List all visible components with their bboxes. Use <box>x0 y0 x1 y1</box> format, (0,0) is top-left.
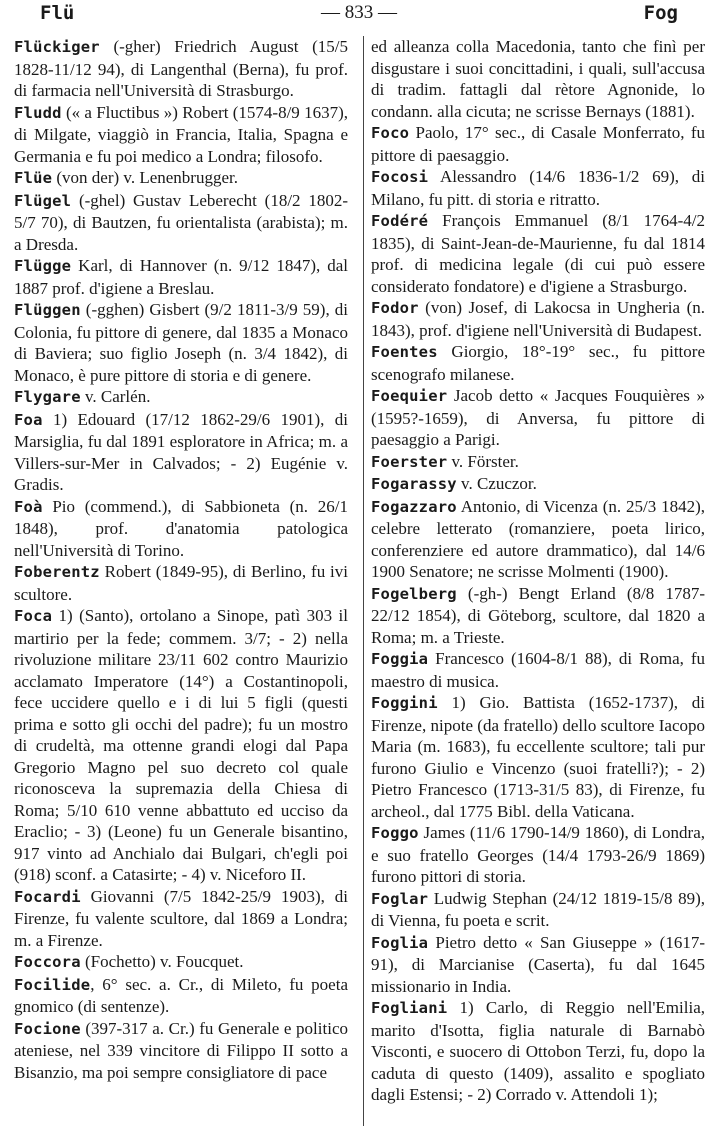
entry-headword: Flüggen <box>14 301 81 319</box>
dictionary-entry <box>14 190 348 256</box>
dictionary-entry <box>371 451 705 474</box>
entry-text: v. Czuczor. <box>456 474 537 493</box>
entry-headword: Fogelberg <box>371 584 457 603</box>
entry-headword: Flygare <box>14 388 81 406</box>
entry-headword: Fludd <box>14 103 62 122</box>
right-column <box>371 36 705 1106</box>
entry-text: Pietro detto « San Giuseppe » (1617-91), di Marcianise (Caserta), fu dal 1645 missionario in India. <box>371 932 705 996</box>
entry-text: (-gghen) Gisbert (9/2 1811-3/9 59), di Colonia, fu pittore di genere, dal 1835 a Monaco di Baviera; suo figlio Joseph (n. 3/4 1842), di Monaco, è pure pittore di storia e di genere. <box>14 300 348 385</box>
entry-text: 1) Carlo, di Reggio nell'Emilia, marito d'Isotta, figlia naturale di Barnabò Visconti, e suocero di Ottobon Terzi, fu, dopo la caduta di questo (1409), assalito e spogliato dagli Estensi; - 2) Corrado v. Attendoli 1); <box>371 998 705 1104</box>
entry-headword: Foa <box>14 410 43 429</box>
entry-text: (« a Fluctibus ») Robert (1574-8/9 1637), di Milgate, viaggiò in Francia, Italia, Spagna e Germania e fu poi medico a Londra; filosofo. <box>14 102 348 166</box>
entry-text: (von der) v. Lenenbrugger. <box>52 168 238 187</box>
dictionary-entry <box>14 561 348 605</box>
entry-headword: Foccora <box>14 953 81 971</box>
dictionary-entry <box>14 496 348 562</box>
entry-text: v. Förster. <box>447 451 519 471</box>
entry-text: François Emmanuel (8/1 1764-4/2 1835), di Saint-Jean-de-Maurienne, fu dal 1814 prof. di medicina legale (di cui può essere considerato fondatore) e d'igiene a Strasburgo. <box>371 211 705 296</box>
entry-text: Jacob detto « Jacques Fouquières » (1595?-1659), di Anversa, fu pittore di paesaggio a Parigi. <box>371 386 705 449</box>
dictionary-entry <box>371 496 705 583</box>
dictionary-entry <box>14 974 348 1018</box>
entry-headword: Fodéré <box>371 212 429 230</box>
entry-headword: Foberentz <box>14 563 100 581</box>
entry-headword: Fogazzaro <box>371 497 457 516</box>
entry-text: 1) (Santo), ortolano a Sinope, patì 303 il martirio per la fede; commem. 3/7; - 2) nella rivoluzione militare 23/11 602 contro Maurizio acclamato Imperatore (14°) a Costantinopoli, fece uccidere quello e i di lui 5 figli (questi prima e sotto gli occhi del padre); fu un mostro di crudeltà, ma ottenne grandi elogi dal Papa Gregorio Magno pel suo decreto col quale riconosceva la supremazia della Chiesa di Roma; 5/10 610 venne abbattuto ed ucciso da Eraclio; - 3) (Leone) fu un Generale bisantino, 917 vinto ad Anchialo dai Bulgari, ch'egli poi (918) sconf. a Catasirte; - 4) v. Niceforo II. <box>14 606 348 884</box>
dictionary-entry <box>14 605 348 886</box>
dictionary-entry <box>14 167 348 190</box>
entry-text: (von) Josef, di Lakocsa in Ungheria (n. 1843), prof. d'igiene nell'Università di Budapest. <box>371 298 705 340</box>
entry-text: 1) Edouard (17/12 1862-29/6 1901), di Marsiglia, fu dal 1891 esploratore in Africa; m. a Villers-sur-Mer in Calvados; - 2) Eugénie v. Gradis. <box>14 409 348 494</box>
dictionary-entry <box>371 341 705 385</box>
dictionary-entry <box>14 386 348 409</box>
entry-text: Karl, di Hannover (n. 9/12 1847), dal 1887 prof. d'igiene a Breslau. <box>14 256 348 298</box>
entry-headword: Flügel <box>14 191 72 210</box>
entry-headword: Flüe <box>14 169 53 187</box>
entry-headword: Fogliani <box>371 999 448 1017</box>
entry-headword: Foà <box>14 497 43 516</box>
entry-headword: Focosi <box>371 168 429 186</box>
entry-headword: Foggini <box>371 694 438 712</box>
dictionary-entry <box>14 255 348 299</box>
dictionary-entry <box>371 932 705 998</box>
entry-headword: Focione <box>14 1019 81 1038</box>
entry-text: Giovanni (7/5 1842-25/9 1903), di Firenze, fu valente scultore, dal 1869 a Londra; m. a Firenze. <box>14 886 348 950</box>
entry-headword: Foglia <box>371 933 429 952</box>
entry-headword: Flückiger <box>14 38 100 56</box>
column-divider <box>363 36 364 1126</box>
entry-text: James (11/6 1790-14/9 1860), di Londra, e suo fratello Georges (14/4 1793-26/9 1869) furono pittori di storia. <box>371 823 705 886</box>
entry-text: 1) Gio. Battista (1652-1737), di Firenze, nipote (da fratello) dello scultore Iacopo Maria (m. 1683), fu eccellente scultore; tali pur furono Giulio e Vincenzo (suoi fratelli?); - 2) Pietro Francesco (1713-31/5 83), di Firenze, fu archeol., dal 1775 Bibl. della Vaticana. <box>371 693 705 821</box>
dictionary-entry <box>14 102 348 168</box>
entry-text: (Fochetto) v. Foucquet. <box>80 952 244 971</box>
dictionary-entry <box>371 385 705 451</box>
entry-text: (-gher) Friedrich August (15/5 1828-11/12 94), di Langenthal (Berna), fu prof. di farmacia nell'Università di Strasburgo. <box>14 37 348 100</box>
entry-text: Antonio, di Vicenza (n. 25/3 1842), celebre letterato (romanziere, poeta lirico, conferenziere ed autore drammatico), dal 14/6 1900 Senatore; ne scrisse Molmenti (1900). <box>371 496 705 581</box>
entry-headword: Foequier <box>371 387 448 405</box>
entry-text: (397-317 a. Cr.) fu Generale e politico ateniese, nel 339 vincitore di Filippo II sotto a Bisanzio, ma poi sempre consigliatore di pace <box>14 1018 348 1082</box>
dictionary-entry <box>371 583 705 649</box>
entry-text: Francesco (1604-8/1 88), di Roma, fu maestro di musica. <box>371 649 705 691</box>
entry-text: ed alleanza colla Macedonia, tanto che finì per disgustare i suoi concittadini, i quali, sull'accusa di tradim. fattagli dal rètore Agnonide, lo condann. alla cicuta; ne scrisse Bernays (1881). <box>371 37 705 121</box>
dictionary-entry <box>14 36 348 102</box>
dictionary-entry <box>14 409 348 496</box>
dictionary-entry <box>371 297 705 341</box>
dictionary-entry <box>371 122 705 166</box>
dictionary-entry <box>371 210 705 297</box>
entry-headword: Foerster <box>371 452 448 471</box>
entry-headword: Foggia <box>371 650 429 668</box>
header-left-guide-word: Flü <box>40 2 75 24</box>
dictionary-entry <box>14 1018 348 1084</box>
dictionary-entry <box>371 692 705 822</box>
entry-text: , 6° sec. a. Cr., di Mileto, fu poeta gnomico (di sentenze). <box>14 974 348 1016</box>
dictionary-entry <box>14 886 348 952</box>
dictionary-entry <box>371 997 705 1106</box>
dictionary-entry <box>371 888 705 932</box>
entry-headword: Foentes <box>371 343 438 361</box>
entry-headword: Foglar <box>371 889 429 908</box>
entry-text: Ludwig Stephan (24/12 1819-15/8 89), di Vienna, fu poeta e scrit. <box>371 888 705 930</box>
entry-text: (-gh-) Bengt Erland (8/8 1787-22/12 1854), di Göteborg, scultore, dal 1820 a Roma; m. a Trieste. <box>371 583 705 647</box>
left-column <box>14 36 348 1083</box>
entry-text: Paolo, 17° sec., di Casale Monferrato, fu pittore di paesaggio. <box>371 123 705 165</box>
header-right-guide-word: Fog <box>643 2 678 24</box>
entry-text: v. Carlén. <box>80 387 151 406</box>
dictionary-entry <box>14 299 348 386</box>
entry-headword: Fogarassy <box>371 475 457 493</box>
dictionary-entry <box>371 473 705 496</box>
entry-text: Pio (commend.), di Sabbioneta (n. 26/1 1848), prof. d'anatomia patologica nell'Università di Torino. <box>14 496 348 560</box>
dictionary-entry <box>371 822 705 888</box>
entry-headword: Foco <box>371 124 410 142</box>
entry-headword: Fodor <box>371 299 419 317</box>
dictionary-entry <box>371 166 705 210</box>
entry-text: (-ghel) Gustav Leberecht (18/2 1802-5/7 70), di Bautzen, fu orientalista (arabista); m. a Dresda. <box>14 190 348 254</box>
entry-headword: Foggo <box>371 824 419 842</box>
entry-headword: Focardi <box>14 887 81 906</box>
dictionary-entry <box>371 648 705 692</box>
entry-headword: Foca <box>14 607 53 625</box>
dictionary-entry <box>14 951 348 974</box>
dictionary-entry <box>371 36 705 122</box>
entry-text: Robert (1849-95), di Berlino, fu ivi scultore. <box>14 562 348 604</box>
page-number: — 833 — <box>321 2 397 23</box>
entry-text: Giorgio, 18°-19° sec., fu pittore scenografo milanese. <box>371 342 705 384</box>
entry-headword: Flügge <box>14 257 72 275</box>
entry-headword: Focilide <box>14 975 91 994</box>
entry-text: Alessandro (14/6 1836-1/2 69), di Milano, fu pitt. di storia e ritratto. <box>371 167 705 209</box>
page-header <box>0 0 718 28</box>
